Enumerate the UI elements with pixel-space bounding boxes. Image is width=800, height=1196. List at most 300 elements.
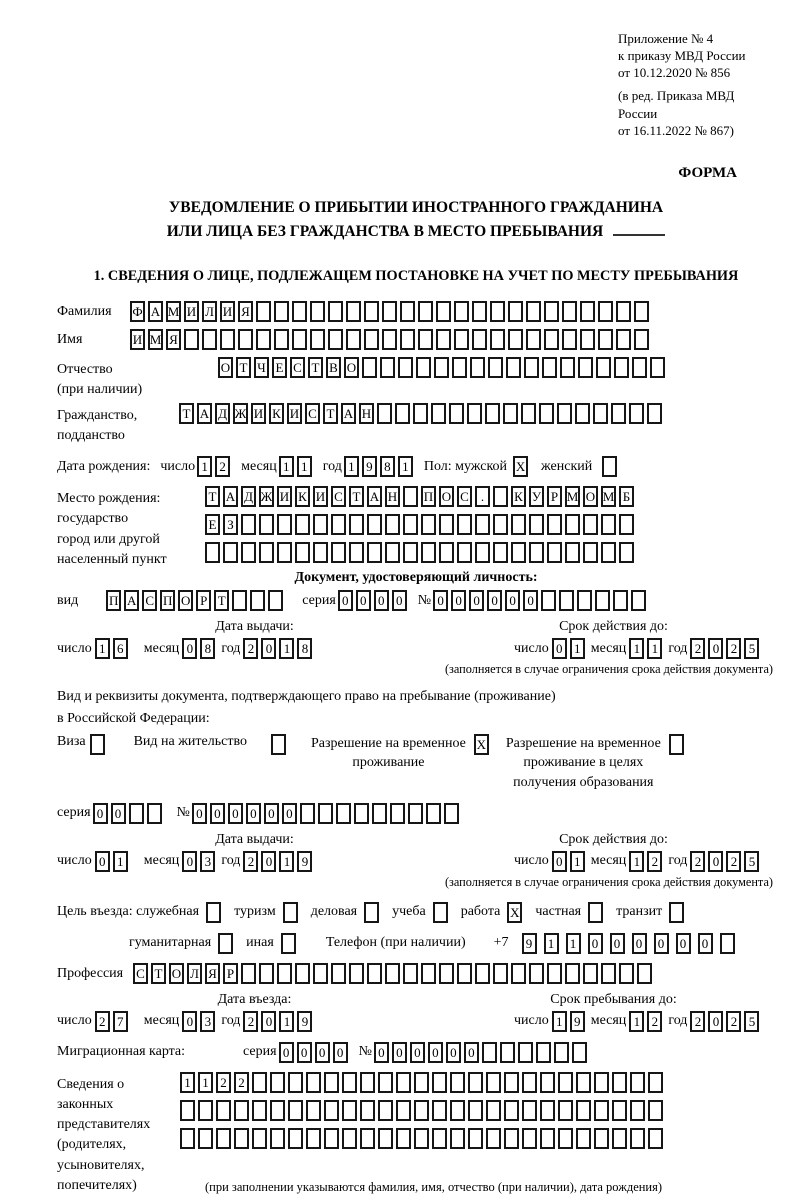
char-cell[interactable]: О xyxy=(178,590,193,611)
char-cell[interactable]: 0 xyxy=(297,1042,312,1063)
char-cell[interactable] xyxy=(342,1072,357,1093)
char-cell[interactable] xyxy=(630,1128,645,1149)
char-cell[interactable] xyxy=(331,542,346,563)
char-cell[interactable] xyxy=(493,486,508,507)
char-cell[interactable] xyxy=(485,403,500,424)
char-cell[interactable]: 2 xyxy=(95,1011,110,1032)
char-cell[interactable] xyxy=(583,514,598,535)
char-cell[interactable]: 1 xyxy=(570,851,585,872)
char-cell[interactable]: В xyxy=(326,357,341,378)
char-cell[interactable]: Я xyxy=(205,963,220,984)
char-cell[interactable] xyxy=(360,1100,375,1121)
char-cell[interactable] xyxy=(295,514,310,535)
char-cell[interactable]: 0 xyxy=(708,851,723,872)
char-cell[interactable] xyxy=(500,1042,515,1063)
char-cell[interactable]: 0 xyxy=(356,590,371,611)
char-cell[interactable] xyxy=(439,514,454,535)
char-cell[interactable]: 9 xyxy=(297,1011,312,1032)
char-cell[interactable]: Е xyxy=(272,357,287,378)
char-cell[interactable] xyxy=(416,357,431,378)
char-cell[interactable] xyxy=(378,1128,393,1149)
char-cell[interactable] xyxy=(539,403,554,424)
char-cell[interactable]: С xyxy=(142,590,157,611)
char-cell[interactable]: О xyxy=(439,486,454,507)
char-cell[interactable] xyxy=(482,1042,497,1063)
char-cell[interactable] xyxy=(295,963,310,984)
char-cell[interactable]: О xyxy=(583,486,598,507)
char-cell[interactable] xyxy=(398,357,413,378)
char-cell[interactable] xyxy=(595,590,610,611)
char-cell[interactable]: 1 xyxy=(629,638,644,659)
char-cell[interactable] xyxy=(565,514,580,535)
char-cell[interactable] xyxy=(493,963,508,984)
char-cell[interactable] xyxy=(346,301,361,322)
char-cell[interactable]: Л xyxy=(187,963,202,984)
char-cell[interactable]: . xyxy=(475,486,490,507)
char-cell[interactable]: 9 xyxy=(522,933,537,954)
char-cell[interactable] xyxy=(650,357,665,378)
char-cell[interactable]: 3 xyxy=(200,851,215,872)
char-cell[interactable]: 0 xyxy=(708,1011,723,1032)
char-cell[interactable] xyxy=(601,514,616,535)
char-cell[interactable]: А xyxy=(341,403,356,424)
char-cell[interactable]: 2 xyxy=(216,1072,231,1093)
char-cell[interactable] xyxy=(385,963,400,984)
char-cell[interactable]: С xyxy=(331,486,346,507)
char-cell[interactable]: А xyxy=(197,403,212,424)
char-cell[interactable] xyxy=(300,803,315,824)
char-cell[interactable] xyxy=(367,963,382,984)
char-cell[interactable] xyxy=(576,1072,591,1093)
char-cell[interactable] xyxy=(616,329,631,350)
char-cell[interactable] xyxy=(349,542,364,563)
char-cell[interactable]: И xyxy=(277,486,292,507)
char-cell[interactable] xyxy=(577,590,592,611)
char-cell[interactable] xyxy=(241,514,256,535)
char-cell[interactable] xyxy=(360,1128,375,1149)
char-cell[interactable] xyxy=(472,301,487,322)
char-cell[interactable] xyxy=(613,590,628,611)
char-cell[interactable] xyxy=(306,1100,321,1121)
char-cell[interactable]: 0 xyxy=(588,933,603,954)
char-cell[interactable]: 1 xyxy=(197,456,212,477)
char-cell[interactable]: 1 xyxy=(198,1072,213,1093)
purpose-tranzit-checkbox[interactable] xyxy=(669,902,684,923)
char-cell[interactable] xyxy=(475,542,490,563)
char-cell[interactable]: С xyxy=(133,963,148,984)
char-cell[interactable]: З xyxy=(223,514,238,535)
char-cell[interactable]: 2 xyxy=(647,851,662,872)
char-cell[interactable] xyxy=(630,1100,645,1121)
sex-female-checkbox[interactable] xyxy=(602,456,617,477)
char-cell[interactable]: 0 xyxy=(338,590,353,611)
char-cell[interactable] xyxy=(414,1072,429,1093)
char-cell[interactable] xyxy=(612,1072,627,1093)
char-cell[interactable]: 5 xyxy=(744,1011,759,1032)
char-cell[interactable] xyxy=(559,590,574,611)
char-cell[interactable]: 0 xyxy=(676,933,691,954)
char-cell[interactable]: Б xyxy=(619,486,634,507)
char-cell[interactable] xyxy=(220,329,235,350)
char-cell[interactable] xyxy=(576,1128,591,1149)
char-cell[interactable]: А xyxy=(367,486,382,507)
char-cell[interactable]: М xyxy=(166,301,181,322)
char-cell[interactable] xyxy=(583,963,598,984)
char-cell[interactable] xyxy=(486,1128,501,1149)
char-cell[interactable] xyxy=(472,329,487,350)
char-cell[interactable] xyxy=(342,1100,357,1121)
char-cell[interactable] xyxy=(252,1128,267,1149)
char-cell[interactable]: И xyxy=(130,329,145,350)
char-cell[interactable] xyxy=(583,542,598,563)
char-cell[interactable]: 2 xyxy=(690,1011,705,1032)
residence-permit-checkbox[interactable] xyxy=(271,734,286,755)
char-cell[interactable] xyxy=(457,963,472,984)
char-cell[interactable] xyxy=(524,357,539,378)
char-cell[interactable] xyxy=(521,403,536,424)
char-cell[interactable]: 8 xyxy=(200,638,215,659)
char-cell[interactable] xyxy=(259,514,274,535)
char-cell[interactable]: 0 xyxy=(93,803,108,824)
char-cell[interactable]: 0 xyxy=(610,933,625,954)
char-cell[interactable]: А xyxy=(148,301,163,322)
char-cell[interactable] xyxy=(486,1100,501,1121)
char-cell[interactable]: Ж xyxy=(233,403,248,424)
char-cell[interactable] xyxy=(575,403,590,424)
char-cell[interactable] xyxy=(354,803,369,824)
char-cell[interactable]: 0 xyxy=(392,1042,407,1063)
char-cell[interactable] xyxy=(223,542,238,563)
char-cell[interactable] xyxy=(421,542,436,563)
char-cell[interactable]: Р xyxy=(547,486,562,507)
char-cell[interactable] xyxy=(331,514,346,535)
char-cell[interactable]: 0 xyxy=(228,803,243,824)
char-cell[interactable] xyxy=(536,1042,551,1063)
char-cell[interactable] xyxy=(400,329,415,350)
char-cell[interactable]: 2 xyxy=(690,638,705,659)
char-cell[interactable] xyxy=(382,329,397,350)
char-cell[interactable] xyxy=(292,301,307,322)
char-cell[interactable] xyxy=(372,803,387,824)
char-cell[interactable] xyxy=(629,403,644,424)
char-cell[interactable] xyxy=(594,1072,609,1093)
char-cell[interactable] xyxy=(396,1072,411,1093)
char-cell[interactable]: 8 xyxy=(380,456,395,477)
purpose-ucheba-checkbox[interactable] xyxy=(433,902,448,923)
char-cell[interactable]: Я xyxy=(238,301,253,322)
char-cell[interactable]: 0 xyxy=(552,638,567,659)
char-cell[interactable] xyxy=(414,1128,429,1149)
char-cell[interactable] xyxy=(378,1100,393,1121)
char-cell[interactable]: 0 xyxy=(315,1042,330,1063)
char-cell[interactable] xyxy=(580,329,595,350)
char-cell[interactable]: 1 xyxy=(279,851,294,872)
char-cell[interactable] xyxy=(360,1072,375,1093)
char-cell[interactable]: 2 xyxy=(726,638,741,659)
char-cell[interactable] xyxy=(310,329,325,350)
char-cell[interactable] xyxy=(346,329,361,350)
char-cell[interactable] xyxy=(598,329,613,350)
char-cell[interactable] xyxy=(295,542,310,563)
char-cell[interactable]: Л xyxy=(202,301,217,322)
char-cell[interactable] xyxy=(529,963,544,984)
char-cell[interactable] xyxy=(511,963,526,984)
char-cell[interactable]: С xyxy=(305,403,320,424)
char-cell[interactable]: 6 xyxy=(113,638,128,659)
char-cell[interactable]: 1 xyxy=(629,1011,644,1032)
char-cell[interactable] xyxy=(408,803,423,824)
char-cell[interactable] xyxy=(403,542,418,563)
char-cell[interactable] xyxy=(518,1042,533,1063)
char-cell[interactable]: А xyxy=(124,590,139,611)
char-cell[interactable] xyxy=(526,301,541,322)
char-cell[interactable] xyxy=(468,1072,483,1093)
char-cell[interactable]: И xyxy=(313,486,328,507)
char-cell[interactable]: 0 xyxy=(246,803,261,824)
char-cell[interactable]: Н xyxy=(359,403,374,424)
char-cell[interactable] xyxy=(631,590,646,611)
char-cell[interactable]: 1 xyxy=(570,638,585,659)
char-cell[interactable] xyxy=(504,1072,519,1093)
purpose-rabota-checkbox[interactable]: X xyxy=(507,902,522,923)
char-cell[interactable] xyxy=(378,1072,393,1093)
char-cell[interactable]: Т xyxy=(179,403,194,424)
char-cell[interactable] xyxy=(547,963,562,984)
char-cell[interactable] xyxy=(205,542,220,563)
char-cell[interactable] xyxy=(506,357,521,378)
char-cell[interactable] xyxy=(598,301,613,322)
char-cell[interactable]: 7 xyxy=(113,1011,128,1032)
char-cell[interactable] xyxy=(380,357,395,378)
sex-male-checkbox[interactable]: X xyxy=(513,456,528,477)
char-cell[interactable] xyxy=(562,301,577,322)
char-cell[interactable] xyxy=(450,1128,465,1149)
char-cell[interactable] xyxy=(385,542,400,563)
char-cell[interactable] xyxy=(216,1100,231,1121)
char-cell[interactable] xyxy=(241,542,256,563)
char-cell[interactable] xyxy=(490,301,505,322)
char-cell[interactable]: 9 xyxy=(362,456,377,477)
char-cell[interactable] xyxy=(306,1128,321,1149)
char-cell[interactable] xyxy=(364,301,379,322)
char-cell[interactable] xyxy=(324,1100,339,1121)
char-cell[interactable]: У xyxy=(529,486,544,507)
char-cell[interactable] xyxy=(277,963,292,984)
char-cell[interactable] xyxy=(439,963,454,984)
char-cell[interactable] xyxy=(565,963,580,984)
char-cell[interactable] xyxy=(252,1072,267,1093)
char-cell[interactable]: 1 xyxy=(180,1072,195,1093)
char-cell[interactable] xyxy=(385,514,400,535)
char-cell[interactable] xyxy=(529,542,544,563)
char-cell[interactable] xyxy=(565,542,580,563)
char-cell[interactable] xyxy=(274,329,289,350)
char-cell[interactable]: 1 xyxy=(552,1011,567,1032)
char-cell[interactable] xyxy=(396,1100,411,1121)
char-cell[interactable]: С xyxy=(457,486,472,507)
char-cell[interactable] xyxy=(232,590,247,611)
char-cell[interactable] xyxy=(413,403,428,424)
char-cell[interactable]: 0 xyxy=(261,851,276,872)
char-cell[interactable] xyxy=(486,1072,501,1093)
char-cell[interactable] xyxy=(328,301,343,322)
char-cell[interactable]: 1 xyxy=(95,638,110,659)
char-cell[interactable]: 0 xyxy=(410,1042,425,1063)
char-cell[interactable]: 0 xyxy=(182,851,197,872)
char-cell[interactable] xyxy=(558,1128,573,1149)
char-cell[interactable]: 2 xyxy=(726,1011,741,1032)
char-cell[interactable]: 0 xyxy=(469,590,484,611)
char-cell[interactable] xyxy=(632,357,647,378)
char-cell[interactable]: Т xyxy=(214,590,229,611)
char-cell[interactable] xyxy=(202,329,217,350)
char-cell[interactable]: 1 xyxy=(647,638,662,659)
char-cell[interactable]: 1 xyxy=(544,933,559,954)
char-cell[interactable]: Е xyxy=(205,514,220,535)
char-cell[interactable] xyxy=(274,301,289,322)
char-cell[interactable]: 0 xyxy=(282,803,297,824)
char-cell[interactable]: 2 xyxy=(215,456,230,477)
char-cell[interactable]: О xyxy=(169,963,184,984)
char-cell[interactable]: 0 xyxy=(95,851,110,872)
char-cell[interactable] xyxy=(259,963,274,984)
char-cell[interactable] xyxy=(268,590,283,611)
char-cell[interactable]: 0 xyxy=(261,1011,276,1032)
char-cell[interactable]: 0 xyxy=(264,803,279,824)
char-cell[interactable] xyxy=(547,542,562,563)
char-cell[interactable] xyxy=(198,1100,213,1121)
char-cell[interactable] xyxy=(367,542,382,563)
char-cell[interactable]: 3 xyxy=(200,1011,215,1032)
char-cell[interactable]: А xyxy=(223,486,238,507)
char-cell[interactable]: Ч xyxy=(254,357,269,378)
char-cell[interactable] xyxy=(601,542,616,563)
char-cell[interactable] xyxy=(414,1100,429,1121)
char-cell[interactable] xyxy=(256,329,271,350)
char-cell[interactable] xyxy=(450,1072,465,1093)
char-cell[interactable] xyxy=(542,357,557,378)
char-cell[interactable] xyxy=(252,1100,267,1121)
char-cell[interactable] xyxy=(336,803,351,824)
char-cell[interactable] xyxy=(377,403,392,424)
char-cell[interactable]: Д xyxy=(215,403,230,424)
char-cell[interactable] xyxy=(457,542,472,563)
char-cell[interactable]: 9 xyxy=(297,851,312,872)
char-cell[interactable]: 0 xyxy=(392,590,407,611)
char-cell[interactable] xyxy=(454,329,469,350)
char-cell[interactable]: 9 xyxy=(570,1011,585,1032)
char-cell[interactable] xyxy=(259,542,274,563)
char-cell[interactable] xyxy=(540,1128,555,1149)
char-cell[interactable]: Н xyxy=(385,486,400,507)
char-cell[interactable] xyxy=(457,514,472,535)
char-cell[interactable] xyxy=(400,301,415,322)
char-cell[interactable] xyxy=(558,1072,573,1093)
char-cell[interactable] xyxy=(216,1128,231,1149)
char-cell[interactable] xyxy=(403,963,418,984)
char-cell[interactable] xyxy=(184,329,199,350)
char-cell[interactable]: Т xyxy=(308,357,323,378)
char-cell[interactable] xyxy=(720,933,735,954)
char-cell[interactable]: 1 xyxy=(113,851,128,872)
char-cell[interactable]: И xyxy=(251,403,266,424)
char-cell[interactable]: 1 xyxy=(297,456,312,477)
char-cell[interactable]: 1 xyxy=(398,456,413,477)
char-cell[interactable]: Р xyxy=(196,590,211,611)
char-cell[interactable] xyxy=(493,542,508,563)
char-cell[interactable]: Т xyxy=(349,486,364,507)
char-cell[interactable] xyxy=(250,590,265,611)
char-cell[interactable] xyxy=(593,403,608,424)
char-cell[interactable]: И xyxy=(184,301,199,322)
char-cell[interactable] xyxy=(421,963,436,984)
char-cell[interactable] xyxy=(596,357,611,378)
char-cell[interactable] xyxy=(547,514,562,535)
purpose-turizm-checkbox[interactable] xyxy=(283,902,298,923)
char-cell[interactable]: 0 xyxy=(261,638,276,659)
purpose-sluzhebnaya-checkbox[interactable] xyxy=(206,902,221,923)
char-cell[interactable]: О xyxy=(344,357,359,378)
char-cell[interactable] xyxy=(450,1100,465,1121)
char-cell[interactable] xyxy=(522,1100,537,1121)
char-cell[interactable] xyxy=(576,1100,591,1121)
char-cell[interactable] xyxy=(313,542,328,563)
purpose-inaya-checkbox[interactable] xyxy=(281,933,296,954)
char-cell[interactable] xyxy=(475,514,490,535)
char-cell[interactable] xyxy=(601,963,616,984)
char-cell[interactable] xyxy=(614,357,629,378)
char-cell[interactable] xyxy=(503,403,518,424)
char-cell[interactable]: 1 xyxy=(344,456,359,477)
char-cell[interactable] xyxy=(331,963,346,984)
char-cell[interactable] xyxy=(630,1072,645,1093)
char-cell[interactable]: 2 xyxy=(243,1011,258,1032)
char-cell[interactable]: 0 xyxy=(446,1042,461,1063)
char-cell[interactable]: Ж xyxy=(259,486,274,507)
char-cell[interactable] xyxy=(508,329,523,350)
char-cell[interactable]: Т xyxy=(151,963,166,984)
char-cell[interactable] xyxy=(432,1100,447,1121)
char-cell[interactable]: 0 xyxy=(333,1042,348,1063)
char-cell[interactable]: 0 xyxy=(428,1042,443,1063)
char-cell[interactable]: 0 xyxy=(464,1042,479,1063)
char-cell[interactable] xyxy=(364,329,379,350)
char-cell[interactable] xyxy=(511,514,526,535)
char-cell[interactable]: 0 xyxy=(182,638,197,659)
char-cell[interactable] xyxy=(288,1072,303,1093)
char-cell[interactable] xyxy=(324,1072,339,1093)
char-cell[interactable] xyxy=(362,357,377,378)
char-cell[interactable]: К xyxy=(511,486,526,507)
char-cell[interactable] xyxy=(648,1100,663,1121)
char-cell[interactable]: К xyxy=(269,403,284,424)
char-cell[interactable] xyxy=(434,357,449,378)
char-cell[interactable]: 0 xyxy=(708,638,723,659)
char-cell[interactable] xyxy=(277,514,292,535)
char-cell[interactable] xyxy=(349,963,364,984)
char-cell[interactable] xyxy=(544,329,559,350)
char-cell[interactable]: Т xyxy=(236,357,251,378)
purpose-chastnaya-checkbox[interactable] xyxy=(588,902,603,923)
char-cell[interactable]: М xyxy=(565,486,580,507)
char-cell[interactable]: 0 xyxy=(632,933,647,954)
char-cell[interactable] xyxy=(594,1100,609,1121)
char-cell[interactable]: 2 xyxy=(243,638,258,659)
char-cell[interactable]: О xyxy=(218,357,233,378)
char-cell[interactable] xyxy=(490,329,505,350)
purpose-delovaya-checkbox[interactable] xyxy=(364,902,379,923)
char-cell[interactable] xyxy=(594,1128,609,1149)
